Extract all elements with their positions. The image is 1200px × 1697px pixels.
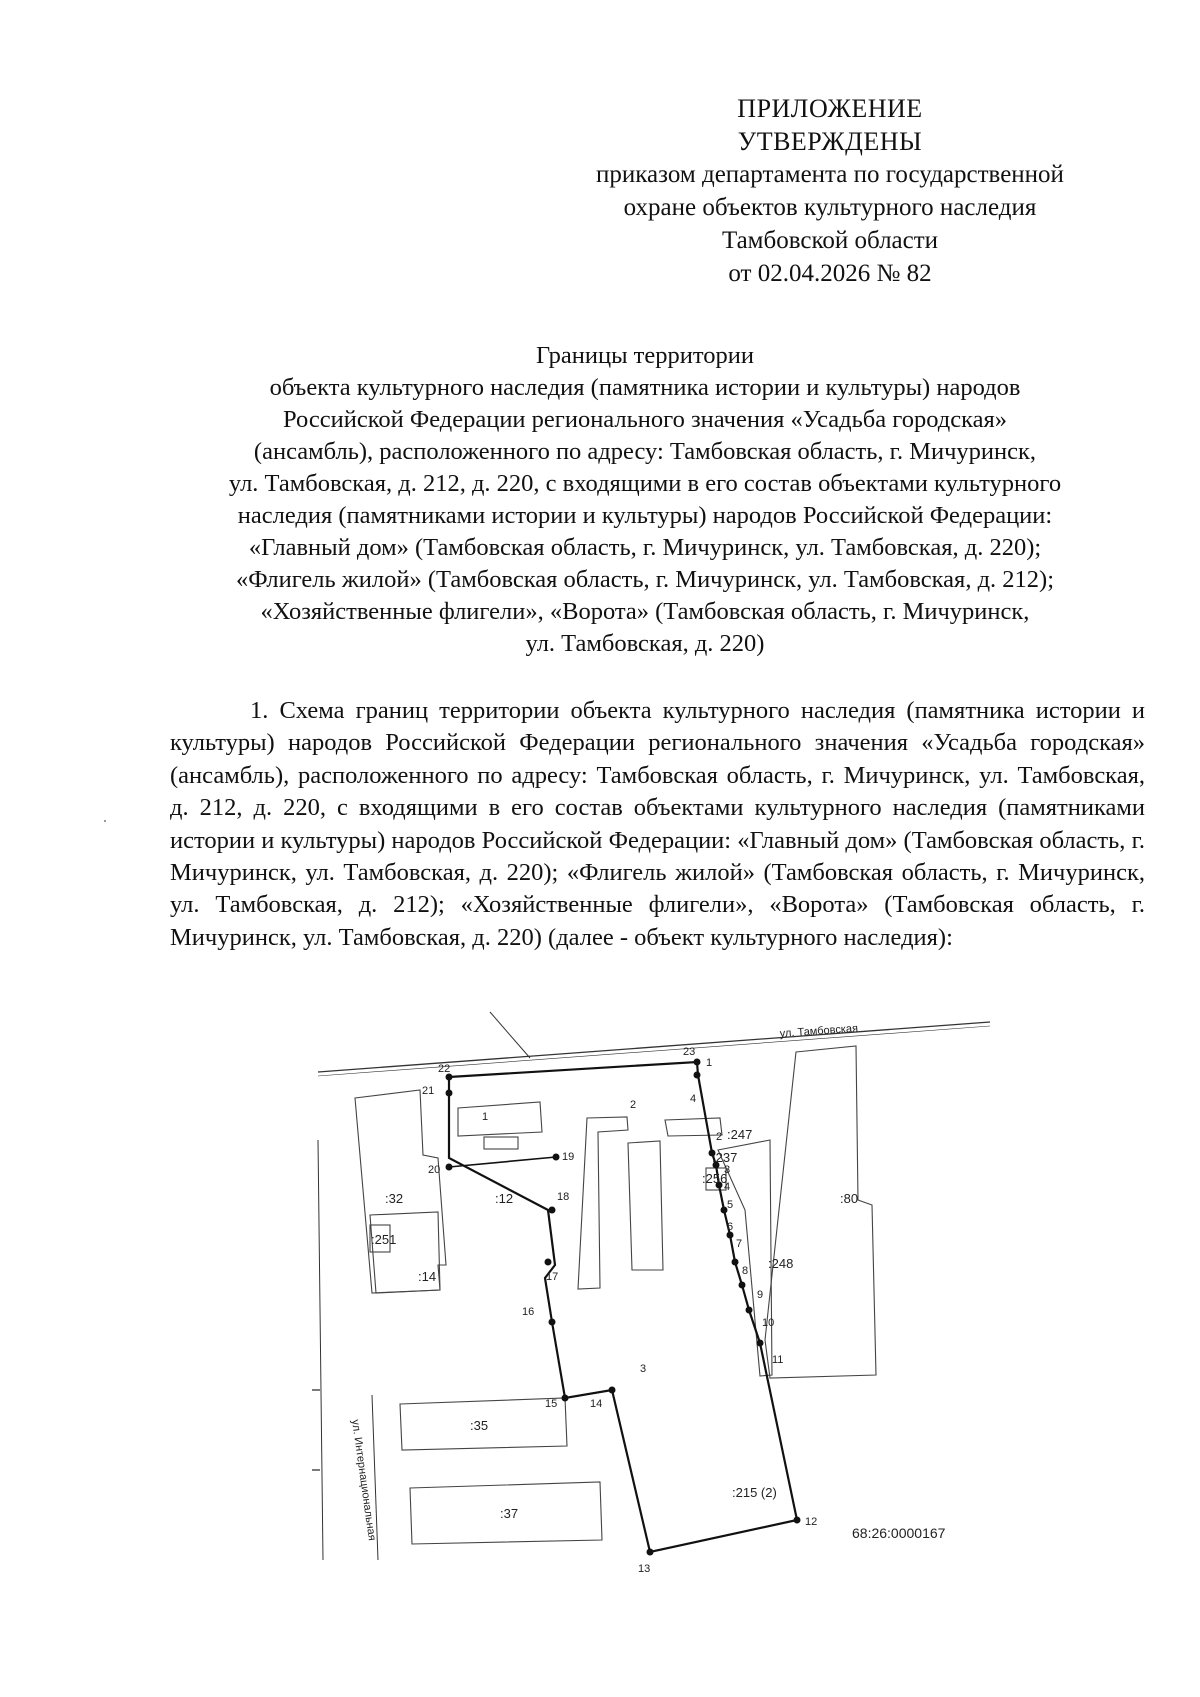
zone-label: 4 bbox=[690, 1093, 697, 1105]
approved-label: УТВЕРЖДЕНЫ bbox=[737, 127, 923, 156]
point-label: 11 bbox=[772, 1354, 784, 1366]
zone-label: 1 bbox=[482, 1111, 489, 1123]
parcel-label: :14 bbox=[418, 1269, 437, 1284]
point-label: 10 bbox=[762, 1317, 775, 1329]
point-label: 22 bbox=[438, 1063, 451, 1075]
point-label: 17 bbox=[546, 1271, 559, 1283]
title-line: «Хозяйственные флигели», «Ворота» (Тамбовская область, г. Мичуринск, bbox=[260, 598, 1030, 625]
scheme-paragraph: 1. Схема границ территории объекта культурного наследия (памятника истории и культуры) народов Российской Федерации регионального значения «Усадьба городская» (ансамбль), расположенного по адресу: Тамбовская область, г. Мичуринск, ул. Тамбовская, д. 212, д. 220, с входящими в его состав объектами культурного наследия (памятниками истории и культуры) народов Российской Федерации: «Главный дом» (Тамбовская область, г. Мичуринск, ул. Тамбовская, д. 220); «Флигель жилой» (Тамбовская область, г. Мичуринск, ул. Тамбовская, д. 212); «Хозяйственные флигели», «Ворота» (Тамбовская область, г. Мичуринск, ул. Тамбовская, д. 220) (далее - объект культурного наследия): bbox=[170, 697, 1145, 951]
parcel-label: :237 bbox=[712, 1150, 738, 1165]
parcel-label: :256 bbox=[702, 1171, 728, 1186]
point-label: 9 bbox=[757, 1289, 764, 1301]
boundary-point bbox=[694, 1059, 701, 1066]
parcel-label: :32 bbox=[385, 1191, 404, 1206]
point-label: 14 bbox=[590, 1398, 603, 1410]
street-line bbox=[318, 1140, 323, 1560]
point-label: 8 bbox=[742, 1265, 749, 1277]
parcel-80-outline bbox=[765, 1046, 876, 1378]
boundary-point bbox=[549, 1319, 556, 1326]
leader-line bbox=[490, 1012, 530, 1058]
point-label: 12 bbox=[805, 1516, 818, 1528]
boundary-point bbox=[732, 1259, 739, 1266]
boundary-point bbox=[746, 1307, 753, 1314]
point-label: 18 bbox=[557, 1191, 570, 1203]
inner-boundary bbox=[449, 1157, 556, 1167]
title-line: Границы территории bbox=[536, 342, 754, 369]
point-label: 21 bbox=[422, 1085, 435, 1097]
building-outline bbox=[484, 1137, 518, 1149]
boundary-point bbox=[446, 1090, 453, 1097]
point-label: 23 bbox=[683, 1046, 696, 1058]
parcel-label: :35 bbox=[470, 1418, 489, 1433]
point-label: 13 bbox=[638, 1563, 651, 1575]
parcel-label: :247 bbox=[727, 1127, 753, 1142]
boundary-point bbox=[794, 1517, 801, 1524]
point-label: 5 bbox=[727, 1199, 734, 1211]
boundary-point bbox=[757, 1340, 764, 1347]
title-line: объекта культурного наследия (памятника истории и культуры) народов bbox=[269, 374, 1021, 401]
building-outline bbox=[665, 1118, 722, 1136]
parcel-label: :251 bbox=[371, 1232, 397, 1247]
boundary-point bbox=[446, 1164, 453, 1171]
point-label: 4 bbox=[724, 1181, 731, 1193]
approval-order-line: Тамбовской области bbox=[721, 227, 939, 254]
title-line: ул. Тамбовская, д. 220) bbox=[525, 630, 765, 657]
title-line: «Флигель жилой» (Тамбовская область, г. Мичуринск, ул. Тамбовская, д. 212); bbox=[235, 566, 1055, 593]
point-label: 15 bbox=[545, 1398, 558, 1410]
building-outline bbox=[578, 1117, 628, 1289]
boundary-point bbox=[549, 1207, 556, 1214]
boundary-point bbox=[545, 1259, 552, 1266]
title-line: ул. Тамбовская, д. 212, д. 220, с входящими в его состав объектами культурного bbox=[228, 470, 1062, 497]
title-line: Российской Федерации регионального значения «Усадьба городская» bbox=[282, 406, 1008, 433]
parcel-label: :80 bbox=[840, 1191, 859, 1206]
parcel-label: :248 bbox=[768, 1256, 794, 1271]
approval-date-number: от 02.04.2026 № 82 bbox=[728, 260, 932, 287]
point-label: 20 bbox=[428, 1164, 441, 1176]
parcel-label: :37 bbox=[500, 1506, 519, 1521]
title-line: наследия (памятниками истории и культуры) народов Российской Федерации: bbox=[237, 502, 1053, 529]
zone-label: 3 bbox=[640, 1363, 647, 1375]
boundary-point bbox=[739, 1282, 746, 1289]
street-label-left: ул. Интернациональная bbox=[349, 1418, 378, 1542]
point-label: 19 bbox=[562, 1151, 575, 1163]
approval-order-line: приказом департамента по государственной bbox=[596, 161, 1064, 188]
point-label: 1 bbox=[706, 1057, 713, 1069]
zone-label: 2 bbox=[630, 1099, 637, 1111]
building-outline bbox=[458, 1102, 542, 1136]
approval-order-line: охране объектов культурного наследия bbox=[623, 194, 1037, 221]
street-line bbox=[318, 1026, 990, 1076]
parcel-label: :12 bbox=[495, 1191, 514, 1206]
building-outline bbox=[628, 1141, 663, 1270]
point-label: 16 bbox=[522, 1306, 535, 1318]
boundary-point bbox=[647, 1549, 654, 1556]
boundary-point bbox=[609, 1387, 616, 1394]
title-line: «Главный дом» (Тамбовская область, г. Мичуринск, ул. Тамбовская, д. 220); bbox=[248, 534, 1042, 561]
point-label: 7 bbox=[736, 1238, 743, 1250]
appendix-label: ПРИЛОЖЕНИЕ bbox=[737, 94, 923, 123]
point-label: 2 bbox=[716, 1131, 723, 1143]
boundary-point bbox=[694, 1072, 701, 1079]
cadastral-block-label: 68:26:0000167 bbox=[852, 1525, 946, 1541]
boundary-point bbox=[553, 1154, 560, 1161]
parcel-label: :215 (2) bbox=[732, 1485, 777, 1500]
point-label: 6 bbox=[727, 1221, 734, 1233]
title-line: (ансамбль), расположенного по адресу: Тамбовская область, г. Мичуринск, bbox=[253, 438, 1037, 465]
point-label: 3 bbox=[724, 1164, 731, 1176]
street-label-top: ул. Тамбовская bbox=[779, 1022, 859, 1040]
boundary-point bbox=[562, 1395, 569, 1402]
